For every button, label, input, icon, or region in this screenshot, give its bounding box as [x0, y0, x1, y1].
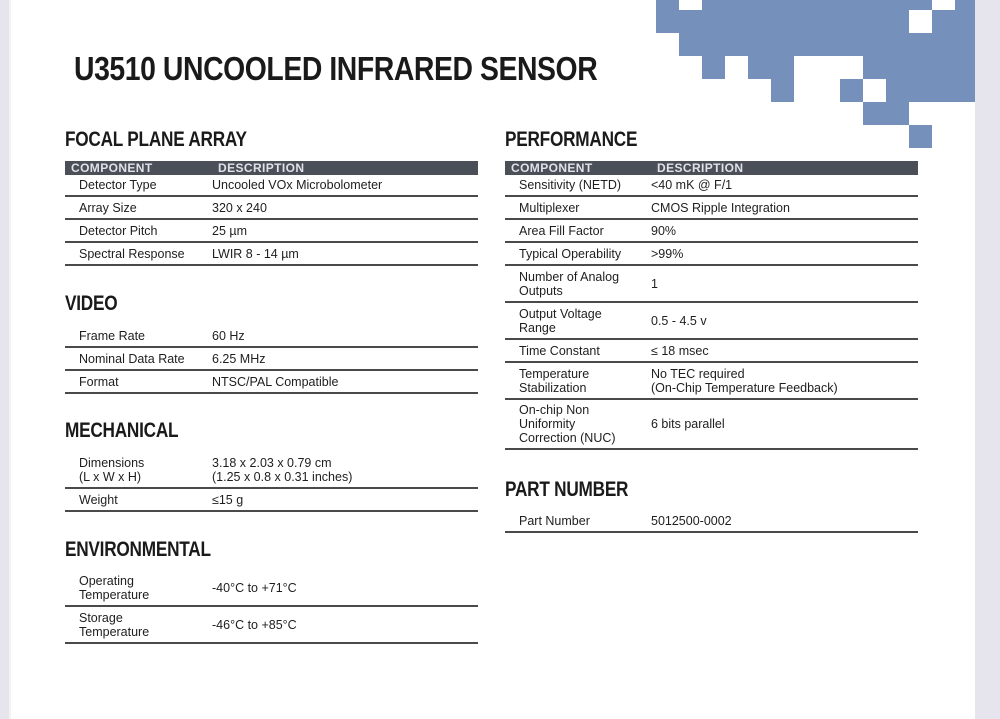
row-description: 1	[651, 276, 658, 291]
section-title-mechanical: MECHANICAL	[65, 419, 179, 442]
table-row	[505, 303, 918, 340]
row-component: Time Constant	[519, 343, 600, 358]
environmental-table	[65, 570, 478, 644]
row-component: Operating Temperature	[79, 573, 150, 602]
row-component: Detector Pitch	[79, 223, 158, 238]
section-title-part-number: PART NUMBER	[505, 478, 629, 501]
row-component: Weight	[79, 492, 118, 507]
video-table	[65, 325, 478, 394]
row-description: LWIR 8 - 14 µm	[212, 246, 299, 261]
row-description: 90%	[651, 223, 677, 238]
row-description: >99%	[651, 246, 684, 261]
table-header	[505, 161, 918, 175]
row-component: Area Fill Factor	[519, 223, 604, 238]
row-component: Detector Type	[79, 178, 157, 192]
table-row	[65, 197, 478, 220]
part-number-table	[505, 510, 918, 533]
row-description: <40 mK @ F/1	[651, 178, 733, 192]
header-component: COMPONENT	[71, 161, 153, 175]
table-header	[65, 161, 478, 175]
table-row	[65, 348, 478, 371]
row-component: Number of Analog Outputs	[519, 269, 620, 298]
row-component: Storage Temperature	[79, 610, 150, 639]
table-row	[65, 175, 478, 197]
row-description: ≤ 18 msec	[651, 343, 709, 358]
row-description: 60 Hz	[212, 328, 245, 343]
section-title-focal-plane-array: FOCAL PLANE ARRAY	[65, 128, 247, 151]
mechanical-table	[65, 453, 478, 512]
performance-table	[505, 161, 918, 450]
row-description: 6.25 MHz	[212, 351, 266, 366]
header-description: DESCRIPTION	[218, 161, 305, 175]
table-row	[65, 325, 478, 348]
row-description: CMOS Ripple Integration	[651, 200, 790, 215]
row-description: 320 x 240	[212, 200, 267, 215]
datasheet-page	[9, 0, 975, 719]
table-row	[65, 453, 478, 489]
row-description: NTSC/PAL Compatible	[212, 374, 339, 389]
section-title-performance: PERFORMANCE	[505, 128, 638, 151]
table-row	[505, 510, 918, 533]
row-description: 3.18 x 2.03 x 0.79 cm (1.25 x 0.8 x 0.31 inches)	[212, 456, 353, 484]
table-row	[505, 220, 918, 243]
row-description: 0.5 - 4.5 v	[651, 313, 707, 328]
table-row	[505, 363, 918, 400]
row-component: Dimensions (L x W x H)	[79, 456, 145, 484]
row-component: On-chip Non Uniformity Correction (NUC)	[519, 403, 616, 445]
row-component: Frame Rate	[79, 328, 145, 343]
row-component: Nominal Data Rate	[79, 351, 185, 366]
row-component: Temperature Stabilization	[519, 366, 590, 395]
row-description: -46°C to +85°C	[212, 617, 297, 632]
row-description: 6 bits parallel	[651, 417, 725, 431]
header-description: DESCRIPTION	[657, 161, 744, 175]
row-description: 25 µm	[212, 223, 247, 238]
row-description: No TEC required (On-Chip Temperature Feedback)	[651, 366, 838, 395]
table-row	[65, 371, 478, 394]
row-component: Format	[79, 374, 119, 389]
header-component: COMPONENT	[511, 161, 593, 175]
document-title: U3510 UNCOOLED INFRARED SENSOR	[74, 50, 598, 87]
table-row	[65, 243, 478, 266]
table-row	[505, 197, 918, 220]
row-description: Uncooled VOx Microbolometer	[212, 178, 383, 192]
row-component: Multiplexer	[519, 200, 580, 215]
row-component: Output Voltage Range	[519, 306, 602, 335]
table-row	[505, 340, 918, 363]
row-description: -40°C to +71°C	[212, 580, 297, 595]
table-row	[505, 175, 918, 197]
table-row	[65, 489, 478, 512]
row-component: Array Size	[79, 200, 137, 215]
row-component: Part Number	[519, 513, 590, 528]
table-row	[65, 220, 478, 243]
table-row	[505, 400, 918, 450]
row-component: Typical Operability	[519, 246, 622, 261]
section-title-environmental: ENVIRONMENTAL	[65, 538, 211, 561]
row-component: Spectral Response	[79, 246, 185, 261]
section-title-video: VIDEO	[65, 292, 118, 315]
table-row	[505, 266, 918, 303]
table-row	[505, 243, 918, 266]
row-component: Sensitivity (NETD)	[519, 178, 622, 192]
row-description: ≤15 g	[212, 492, 244, 507]
table-row	[65, 607, 478, 644]
focal-plane-array-table	[65, 161, 478, 266]
row-description: 5012500-0002	[651, 513, 732, 528]
table-row	[65, 570, 478, 607]
